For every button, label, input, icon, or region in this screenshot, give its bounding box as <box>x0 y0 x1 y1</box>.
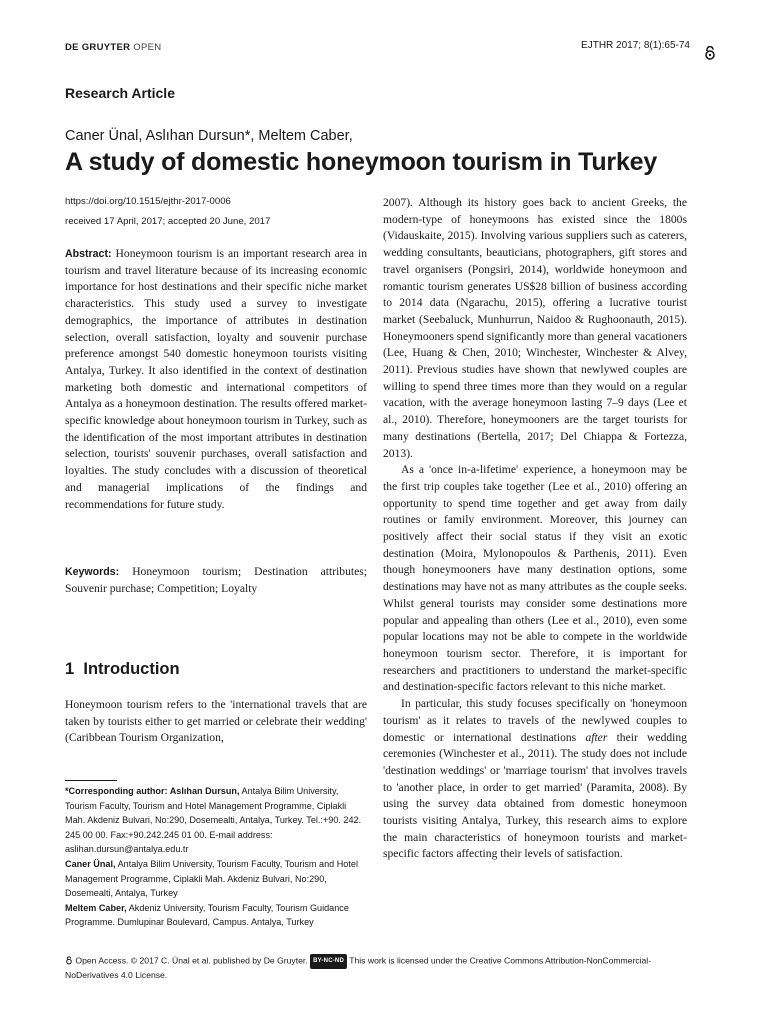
page-title: A study of domestic honeymoon tourism in Turkey <box>65 148 658 176</box>
section-number: 1 <box>65 660 75 678</box>
body-paragraph: 2007). Although its history goes back to ancient Greeks, the modern-type of honeymoons has existed since the 1800s (Vidauskaite, 2015). Involving various suppliers such as caterers, wedding consultants, beauticians, photographers, gift stores and travel organisers (Pongsiri, 2014), worldwide honeymoon and romantic tourism generates US$28 billion of business according to 2014 data (Ngarachu, 2015), offering a lucrative tourist market (Seebaluck, Munhurrun, Naidoo & Rughoonauth, 2015). Honeymooners spend significantly more than general vacationers (Lee, Huang & Chen, 2010; Winchester, Winchester & Alvey, 2011). Previous studies have shown that newlywed couples are willing to spend three times more than they would on a regular vacation, with the average honeymoon lasting 7–9 days (Lee et al., 2010). Therefore, honeymooners are the target tourists for many destinations (Bertella, 2017; Del Chiappa & Fortezza, 2013). <box>383 196 687 460</box>
intro-text: Honeymoon tourism refers to the 'international travels that are taken by tourists either to get married or celebrate their wedding' (Caribbean Tourism Organization, <box>65 698 367 745</box>
author2-affiliation: Antalya Bilim University, Tourism Faculty, Tourism and Hotel Management Programme, Ciplakli Mah. Akdeniz Bulvari, No:290, Dosemealti, Antalya, Turkey <box>65 858 358 899</box>
open-access-icon <box>65 956 73 965</box>
footnote-divider <box>65 780 117 781</box>
keywords-label: Keywords: <box>65 566 120 578</box>
right-column-text <box>383 195 687 863</box>
journal-reference: EJTHR 2017; 8(1):65-74 <box>581 40 690 51</box>
article-type: Research Article <box>65 85 175 101</box>
emphasis-text: after <box>585 730 608 744</box>
publisher-open-label: OPEN <box>133 42 162 53</box>
corresponding-author-label: *Corresponding author: Aslıhan Dursun, <box>65 786 240 796</box>
body-text: their wedding ceremonies (Winchester et al., 2011). The study does not include 'destination weddings' or 'marriage tourism' that involves travels to 'another place, in order to get married' (Paramita, 2008). By using the survey data obtained from domestic honeymoon tourists visiting Antalya, Turkey, this research aims to explore the main characteristics of honeymoon tourists and market-specific factors affecting their levels of satisfaction. <box>383 730 687 861</box>
author3-label: Meltem Caber, <box>65 902 127 913</box>
intro-paragraph <box>65 697 367 747</box>
cc-badge-label: BY-NC-ND <box>313 958 344 964</box>
author-footnote <box>65 784 368 930</box>
abstract-label: Abstract: <box>65 248 112 260</box>
publisher-logo <box>65 42 161 53</box>
publisher-name: DE GRUYTER <box>65 42 131 53</box>
author2-label: Caner Ünal, <box>65 858 116 869</box>
section-title: Introduction <box>83 660 180 678</box>
open-access-icon <box>703 46 717 60</box>
section-heading-introduction <box>65 660 180 679</box>
keywords <box>65 564 367 597</box>
body-text: In particular, this study focuses specifically on 'honeymoon tourism' as it relates to travels of the newlywed couples to domestic or international destinations <box>383 697 687 744</box>
keywords-text: Honeymoon tourism; Destination attributes; Souvenir purchase; Competition; Loyalty <box>65 565 367 595</box>
corresponding-author-affiliation: Antalya Bilim University, Tourism Faculty, Tourism and Hotel Management Programme, Ciplakli Mah. Akdeniz Bulvari, No:290, Dosemealti, Antalya, Turkey. Tel.:+90. 242. 245 00 00. Fax:+90.242.245 01 00. E-mail address: aslihan.dursun@antalya.edu.tr <box>65 786 362 855</box>
author3-affiliation: Akdeniz University, Tourism Faculty, Tourism Guidance Programme. Dumlupinar Boulevard, Campus. Antalya, Turkey <box>65 902 349 928</box>
doi-link[interactable]: https://doi.org/10.1515/ejthr-2017-0006 <box>65 196 231 207</box>
body-paragraph: As a 'once in-a-lifetime' experience, a honeymoon may be the first trip couples take together (Lee et al., 2010) offering an opportunity to spend time together and get away from daily routines or family environment. Moreover, this journey can positively affect their social status if they visit an exotic destination (Moira, Mylonopoulos & Parthenis, 2011). Even though honeymooners have many destination options, some destinations may have not as many attributes as the couple seeks. Whilst general tourists may consider some destinations more popular and appealing than others (Lee et al., 2010), even some popular locations may not be able to compete in the worldwide honeymoon tourism sector. Therefore, it is important for researchers and practitioners to understand the market-specific and destination-specific factors relevant to this niche market. <box>383 463 687 694</box>
cc-license-badge[interactable] <box>310 954 347 969</box>
abstract-text: Honeymoon tourism is an important research area in tourism and travel literature because of its increasing economic importance for host destinations and their specific niche market characteristics. This study used a survey to investigate demographics, the importance of attributes in destination selection, overall satisfaction, loyalty and souvenir purchase preference amongst 540 domestic honeymoon tourists visiting Antalya, Turkey. It also identified in the context of destination marketing both domestic and international competitors of Antalya as a honeymoon destination. The results offered market-specific knowledge about honeymoon tourism in Turkey, such as the identification of the most important attributes in destination selection, tourists' souvenir purchases, overall satisfaction and loyalties. The study concludes with a discussion of theoretical and managerial implications of the findings and recommendations for future study. <box>65 247 368 511</box>
abstract <box>65 246 367 513</box>
license-prefix: Open Access. © 2017 C. Ünal et al. published by De Gruyter. <box>75 955 308 966</box>
license-footer <box>65 954 690 981</box>
author-list: Caner Ünal, Aslıhan Dursun*, Meltem Caber, <box>65 128 353 144</box>
license-text: This work is licensed under the Creative Commons Attribution-NonCommercial-NoDerivatives 4.0 License. <box>65 955 652 980</box>
body-paragraph <box>383 696 687 863</box>
article-dates: received 17 April, 2017; accepted 20 June, 2017 <box>65 216 271 227</box>
